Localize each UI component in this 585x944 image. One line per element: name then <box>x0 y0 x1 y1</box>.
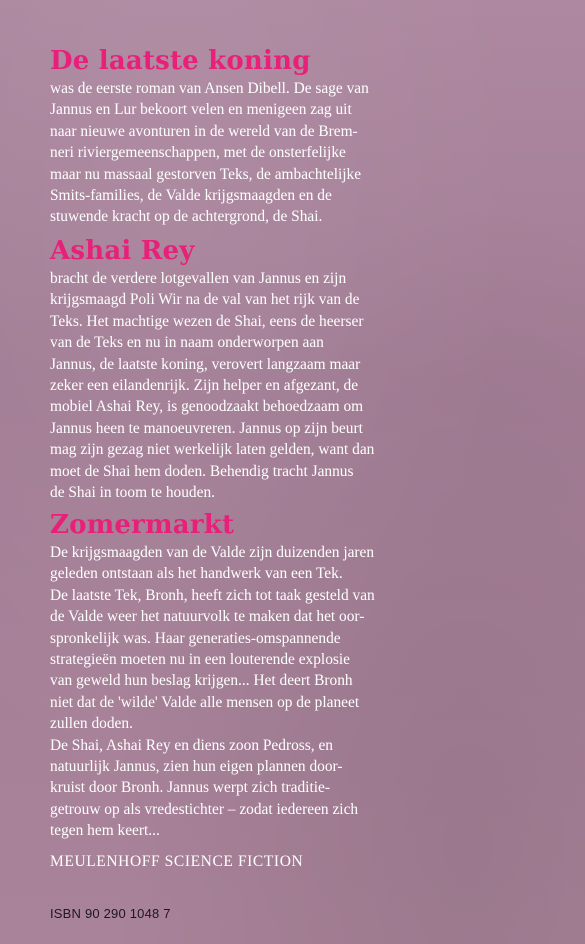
text-line: neri riviergemeenschappen, met de onsterfelijke <box>50 144 346 162</box>
section-heading: Zomermarkt <box>50 510 235 540</box>
text-line: spronkelijk was. Haar generaties-omspannende <box>50 629 341 647</box>
text-line: naar nieuwe avonturen in de wereld van de Brem- <box>50 122 358 140</box>
text-line: van de Teks en nu in naam onderworpen aan <box>50 334 324 352</box>
text-line: De krijgsmaagden van de Valde zijn duizenden jaren <box>50 544 375 561</box>
text-line: niet dat de 'wilde' Valde alle mensen op de planeet <box>50 693 360 711</box>
text-line: De laatste Tek, Bronh, heeft zich tot taak gesteld van <box>50 586 375 604</box>
text-line: Smits-families, de Valde krijgsmaagden en de <box>50 187 332 205</box>
text-line: mobiel Ashai Rey, is genoodzaakt behoedzaam om <box>50 398 364 416</box>
text-line: de Valde weer het natuurvolk te maken dat het oor- <box>50 608 365 626</box>
section-zomermarkt <box>50 510 540 842</box>
text-line: Jannus heen te manoeuvreren. Jannus op zijn beurt <box>50 419 363 437</box>
text-line: Teks. Het machtige wezen de Shai, eens de heerser <box>50 312 364 330</box>
text-line: Jannus en Lur bekoort velen en menigeen zag uit <box>50 101 352 119</box>
text-line: maar nu massaal gestorven Teks, de ambachtelijke <box>50 165 362 183</box>
section-heading: Ashai Rey <box>50 236 195 266</box>
text-line: de Shai in toom te houden. <box>50 484 215 502</box>
section-ashai-rey <box>50 236 540 503</box>
text-line: stuwende kracht op de achtergrond, de Shai. <box>50 208 323 226</box>
text-line: was de eerste roman van Ansen Dibell. De sage van <box>50 80 369 97</box>
text-line: geleden ontstaan als het handwerk van een Tek. <box>50 565 343 583</box>
section-body <box>50 268 540 503</box>
text-line: mag zijn gezag niet werkelijk laten gelden, want dan <box>50 441 375 459</box>
text-line: kruist door Bronh. Jannus werpt zich traditie- <box>50 779 330 797</box>
section-heading: De laatste koning <box>50 46 311 76</box>
text-line: bracht de verdere lotgevallen van Jannus en zijn <box>50 270 347 287</box>
text-line: zeker een eilandenrijk. Zijn helper en afgezant, de <box>50 377 359 395</box>
isbn-number: ISBN 90 290 1048 7 <box>50 906 171 921</box>
text-line: strategieën moeten nu in een louterende explosie <box>50 651 351 669</box>
text-line: getrouw op als vredestichter – zodat iedereen zich <box>50 800 359 818</box>
section-de-laatste-koning <box>50 46 540 228</box>
section-body <box>50 78 540 228</box>
text-line: van geweld hun beslag krijgen... Het deert Bronh <box>50 672 353 690</box>
section-body <box>50 542 540 842</box>
text-line: natuurlijk Jannus, zien hun eigen plannen door- <box>50 758 343 776</box>
text-line: zullen doden. <box>50 715 133 733</box>
text-line: moet de Shai hem doden. Behendig tracht Jannus <box>50 462 354 480</box>
text-line: krijgsmaagd Poli Wir na de val van het rijk van de <box>50 291 360 309</box>
text-line: De Shai, Ashai Rey en diens zoon Pedross, en <box>50 736 333 754</box>
text-line: tegen hem keert... <box>50 822 160 840</box>
publisher-imprint: MEULENHOFF SCIENCE FICTION <box>50 853 304 870</box>
text-line: Jannus, de laatste koning, verovert langzaam maar <box>50 355 361 373</box>
